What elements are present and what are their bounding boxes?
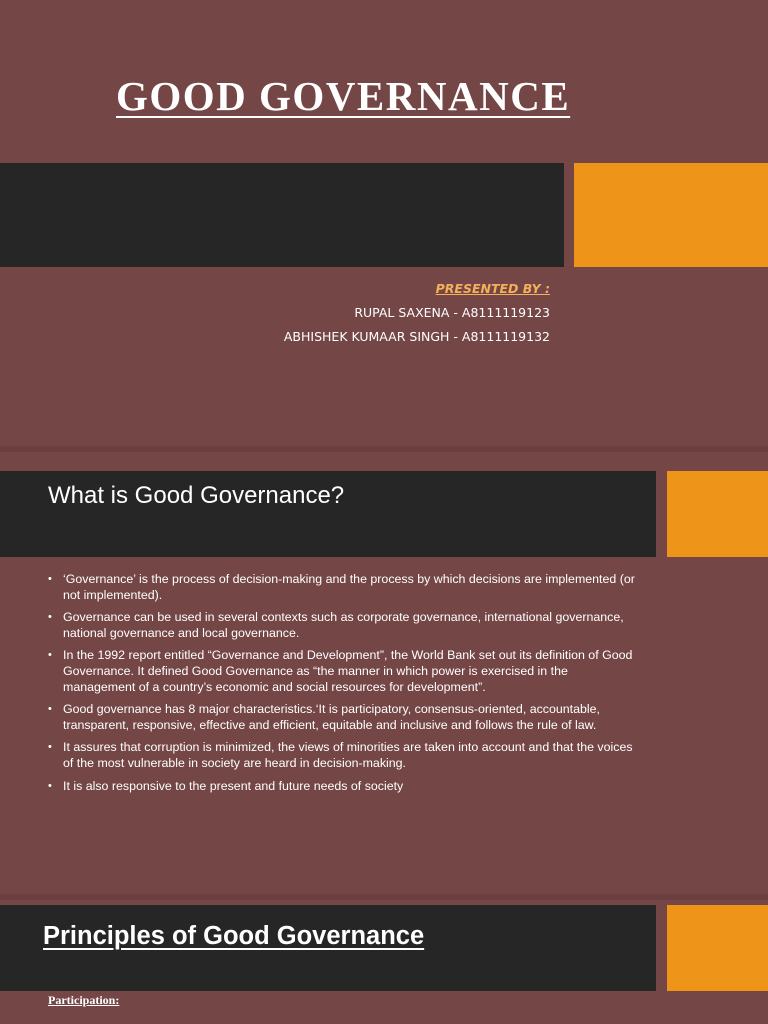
bullet-icon: • [48, 779, 52, 792]
bullet-item: • It assures that corruption is minimized, the views of minorities are taken into account and that the voices of the most vulnerable in society are heard in decision-making. [48, 740, 633, 770]
orange-accent-block [667, 905, 768, 991]
slide-title: GOOD GOVERNANCE [116, 73, 571, 119]
definition-slide [0, 452, 768, 894]
bullet-icon: • [48, 649, 52, 662]
presented-by-label: PRESENTED BY : [435, 281, 550, 296]
title-slide [0, 0, 768, 446]
section-subheading: Participation: [48, 993, 120, 1007]
dark-band [0, 163, 564, 267]
bullet-item: • Governance can be used in several contexts such as corporate governance, international governance, national governance and local governance. [48, 610, 624, 640]
bullet-icon: • [48, 611, 52, 624]
slide-heading: What is Good Governance? [48, 482, 345, 509]
slide-heading: Principles of Good Governance [43, 922, 425, 950]
bullet-item: • Good governance has 8 major characteristics.‘It is participatory, consensus-oriented, accountable, transparent, responsive, effective and efficient, equitable and inclusive and follows the rule of law. [48, 702, 600, 732]
orange-accent-block [574, 163, 768, 267]
bullet-icon: • [48, 703, 52, 716]
bullet-icon: • [48, 741, 52, 754]
orange-accent-block [667, 471, 768, 557]
bullet-icon: • [48, 573, 52, 585]
bullet-item: • In the 1992 report entitled “Governance and Development”, the World Bank set out its definition of Good Governance. It defined Good Governance as “the manner in which power is exercised in the management of a country’s economic and social resources for development”. [48, 648, 633, 694]
presenter-2: ABHISHEK KUMAAR SINGH - A8111119132 [283, 329, 550, 344]
bullet-item: • ‘Governance’ is the process of decision-making and the process by which decisions are implemented (or not implemented). [48, 572, 635, 602]
bullet-item: • It is also responsive to the present and future needs of society [48, 778, 404, 793]
presenter-1: RUPAL SAXENA - A8111119123 [354, 305, 550, 320]
bullet-list [48, 572, 638, 801]
principles-slide [0, 900, 768, 1024]
